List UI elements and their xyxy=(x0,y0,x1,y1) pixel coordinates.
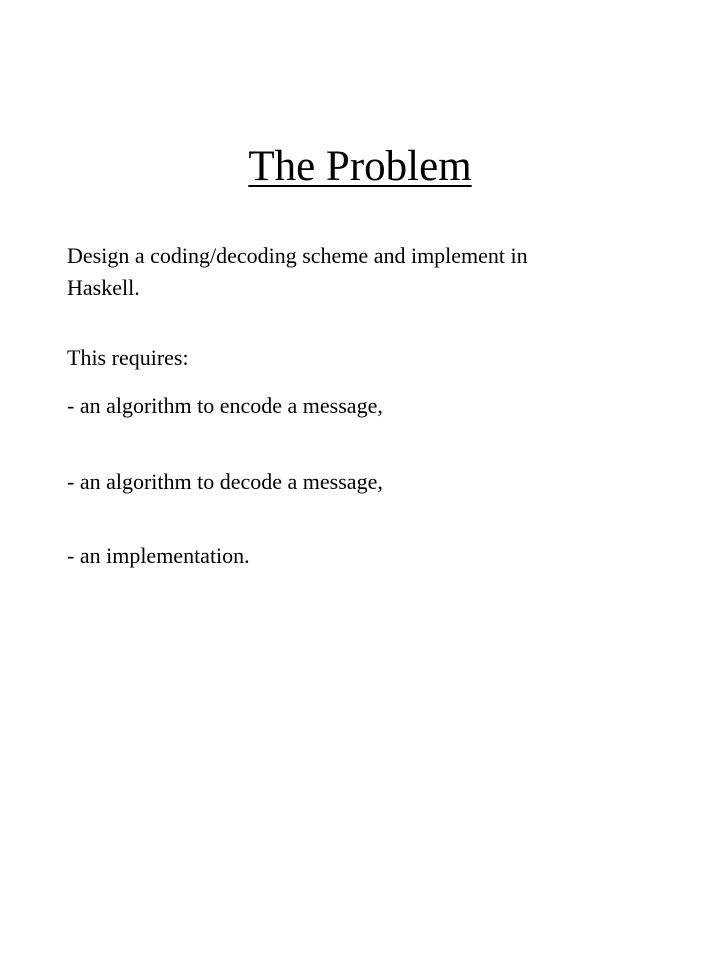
intro-line-2: Haskell. xyxy=(67,275,140,300)
requirement-item-encode: - an algorithm to encode a message, xyxy=(67,393,383,418)
intro-line-1: Design a coding/decoding scheme and implement in xyxy=(67,243,528,268)
requirement-item-implementation: - an implementation. xyxy=(67,543,250,568)
requires-label: This requires: xyxy=(67,345,189,370)
slide-title: The Problem xyxy=(248,143,472,190)
intro-paragraph xyxy=(67,240,667,304)
requirement-item-decode: - an algorithm to decode a message, xyxy=(67,469,383,494)
